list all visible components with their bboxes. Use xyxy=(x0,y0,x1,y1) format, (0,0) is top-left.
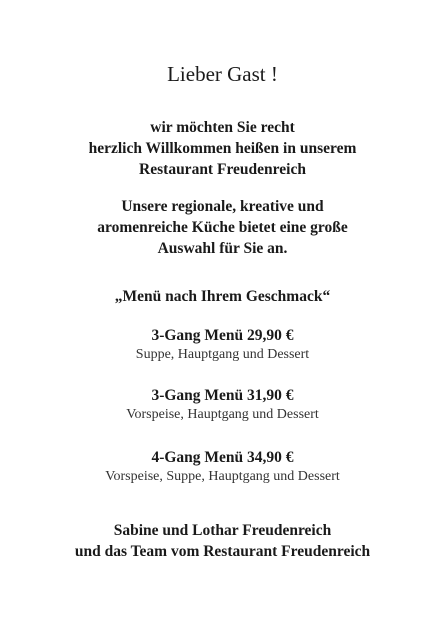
menu-item xyxy=(0,326,445,364)
welcome-line: herzlich Willkommen heißen in unserem xyxy=(88,140,357,157)
welcome-line: wir möchten Sie recht xyxy=(150,119,295,136)
kitchen-line: Auswahl für Sie an. xyxy=(157,240,288,257)
welcome-text xyxy=(0,117,445,180)
menu-item-description: Vorspeise, Suppe, Hauptgang und Dessert xyxy=(105,469,340,484)
menu-item-name: 3-Gang Menü 31,90 € xyxy=(151,387,294,404)
kitchen-line: aromenreiche Küche bietet eine große xyxy=(97,219,348,236)
menu-item-description: Suppe, Hauptgang und Dessert xyxy=(135,347,310,362)
signature xyxy=(0,520,445,562)
kitchen-line: Unsere regionale, kreative und xyxy=(121,198,324,215)
menu-item-name: 4-Gang Menü 34,90 € xyxy=(151,449,294,466)
greeting-title: Lieber Gast ! xyxy=(167,62,278,86)
signature-line: Sabine und Lothar Freudenreich xyxy=(113,522,332,539)
menu-item-name: 3-Gang Menü 29,90 € xyxy=(151,327,294,344)
menu-item xyxy=(0,448,445,486)
signature-line: und das Team vom Restaurant Freudenreich xyxy=(74,543,371,560)
welcome-line: Restaurant Freudenreich xyxy=(139,161,306,178)
menu-item-description: Vorspeise, Hauptgang und Dessert xyxy=(126,407,319,422)
kitchen-text xyxy=(0,196,445,259)
menu-item xyxy=(0,386,445,424)
menu-motto: „Menü nach Ihrem Geschmack“ xyxy=(114,288,331,305)
